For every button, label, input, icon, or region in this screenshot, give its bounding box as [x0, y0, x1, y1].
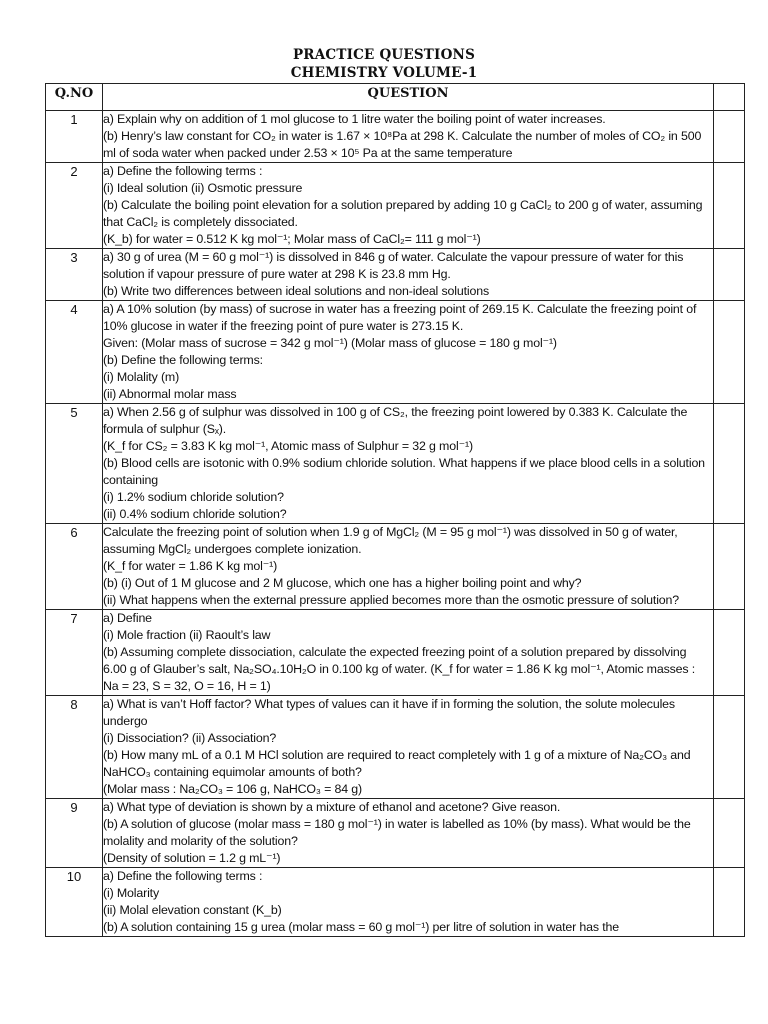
- table-row: [46, 163, 745, 249]
- question-line: (b) Henry’s law constant for CO₂ in water is 1.67 × 10⁸Pa at 298 K. Calculate the number of moles of CO₂ in 500 ml of soda water when packed under 2.53 × 10⁵ Pa at the same temperature: [103, 129, 702, 160]
- question-number: 1: [46, 111, 103, 163]
- table-row: [46, 404, 745, 524]
- marks-cell: [714, 404, 745, 524]
- question-line: (ii) 0.4% sodium chloride solution?: [103, 507, 287, 521]
- question-line: (b) A solution containing 15 g urea (molar mass = 60 g mol⁻¹) per litre of solution in water has the: [103, 920, 620, 934]
- question-line: a) 30 g of urea (M = 60 g mol⁻¹) is dissolved in 846 g of water. Calculate the vapour pressure of water for this solution if vapour pressure of pure water at 298 K is 23.8 mm Hg.: [103, 250, 684, 281]
- question-line: (i) Ideal solution (ii) Osmotic pressure: [103, 181, 303, 195]
- question-line: (b) How many mL of a 0.1 M HCl solution are required to react completely with 1 g of a mixture of Na₂CO₃ and NaHCO₃ containing equimolar amounts of both?: [103, 748, 691, 779]
- table-header-row: [46, 84, 745, 111]
- table-row: [46, 111, 745, 163]
- title-chemistry-volume: CHEMISTRY VOLUME-1: [290, 65, 478, 81]
- question-line: a) A 10% solution (by mass) of sucrose in water has a freezing point of 269.15 K. Calculate the freezing point of 10% glucose in water if the freezing point of pure water is 273.15 K.: [103, 302, 697, 333]
- marks-cell: [714, 163, 745, 249]
- question-line: (K_b) for water = 0.512 K kg mol⁻¹; Molar mass of CaCl₂= 111 g mol⁻¹): [103, 232, 481, 246]
- marks-cell: [714, 524, 745, 610]
- question-number: 9: [46, 799, 103, 868]
- table-row: [46, 524, 745, 610]
- question-line: (b) (i) Out of 1 M glucose and 2 M glucose, which one has a higher boiling point and why?: [103, 576, 582, 590]
- question-line: a) Define the following terms :: [103, 869, 263, 883]
- table-row: [46, 301, 745, 404]
- question-line: (i) Molarity: [103, 886, 160, 900]
- question-line: a) Explain why on addition of 1 mol glucose to 1 litre water the boiling point of water increases.: [103, 112, 606, 126]
- questions-table: [45, 83, 745, 937]
- table-row: [46, 868, 745, 937]
- page-header: [0, 46, 768, 82]
- question-line: (b) Calculate the boiling point elevation for a solution prepared by adding 10 g CaCl₂ to 200 g of water, assuming that CaCl₂ is completely dissociated.: [103, 198, 703, 229]
- question-number: 4: [46, 301, 103, 404]
- question-text: [103, 799, 714, 868]
- question-line: a) Define the following terms :: [103, 164, 263, 178]
- question-number: 10: [46, 868, 103, 937]
- question-line: a) What is van’t Hoff factor? What types of values can it have if in forming the solution, the solute molecules undergo: [103, 697, 675, 728]
- question-text: [103, 301, 714, 404]
- marks-cell: [714, 111, 745, 163]
- question-line: (ii) Molal elevation constant (K_b): [103, 903, 282, 917]
- question-text: [103, 868, 714, 937]
- question-line: (i) Mole fraction (ii) Raoult’s law: [103, 628, 271, 642]
- header-question: QUESTION: [103, 84, 714, 111]
- question-line: (b) Blood cells are isotonic with 0.9% sodium chloride solution. What happens if we place blood cells in a solution containing: [103, 456, 705, 487]
- question-number: 5: [46, 404, 103, 524]
- question-line: a) Define: [103, 611, 152, 625]
- question-number: 8: [46, 696, 103, 799]
- question-text: [103, 163, 714, 249]
- marks-cell: [714, 249, 745, 301]
- question-text: [103, 696, 714, 799]
- table-row: [46, 249, 745, 301]
- marks-cell: [714, 868, 745, 937]
- question-line: (i) Molality (m): [103, 370, 180, 384]
- table-row: [46, 799, 745, 868]
- question-line: (b) Write two differences between ideal solutions and non-ideal solutions: [103, 284, 490, 298]
- question-text: [103, 404, 714, 524]
- question-line: (b) A solution of glucose (molar mass = 180 g mol⁻¹) in water is labelled as 10% (by mass). What would be the molality and molarity of the solution?: [103, 817, 691, 848]
- table-row: [46, 696, 745, 799]
- question-line: (i) Dissociation? (ii) Association?: [103, 731, 277, 745]
- marks-cell: [714, 696, 745, 799]
- question-text: [103, 524, 714, 610]
- question-line: (K_f for water = 1.86 K kg mol⁻¹): [103, 559, 278, 573]
- header-blank: [714, 84, 745, 111]
- question-line: a) What type of deviation is shown by a mixture of ethanol and acetone? Give reason.: [103, 800, 561, 814]
- question-line: (ii) Abnormal molar mass: [103, 387, 237, 401]
- marks-cell: [714, 799, 745, 868]
- question-text: [103, 111, 714, 163]
- question-text: [103, 249, 714, 301]
- header-qno: Q.NO: [46, 84, 103, 111]
- question-line: a) When 2.56 g of sulphur was dissolved in 100 g of CS₂, the freezing point lowered by 0.383 K. Calculate the formula of sulphur (Sₓ).: [103, 405, 688, 436]
- question-number: 7: [46, 610, 103, 696]
- question-line: (ii) What happens when the external pressure applied becomes more than the osmotic pressure of solution?: [103, 593, 680, 607]
- marks-cell: [714, 301, 745, 404]
- question-number: 2: [46, 163, 103, 249]
- question-line: (K_f for CS₂ = 3.83 K kg mol⁻¹, Atomic mass of Sulphur = 32 g mol⁻¹): [103, 439, 473, 453]
- question-number: 6: [46, 524, 103, 610]
- table-row: [46, 610, 745, 696]
- question-line: Given: (Molar mass of sucrose = 342 g mol⁻¹) (Molar mass of glucose = 180 g mol⁻¹): [103, 336, 557, 350]
- question-line: (Molar mass : Na₂CO₃ = 106 g, NaHCO₃ = 84 g): [103, 782, 362, 796]
- title-practice-questions: PRACTICE QUESTIONS: [292, 47, 476, 63]
- question-line: (b) Assuming complete dissociation, calculate the expected freezing point of a solution prepared by dissolving 6.00 g of Glauber’s salt, Na₂SO₄.10H₂O in 0.100 kg of water. (K_f for water = 1.86 K kg mol⁻¹, Atomic masses : Na = 23, S = 32, O = 16, H = 1): [103, 645, 696, 693]
- question-number: 3: [46, 249, 103, 301]
- question-line: (Density of solution = 1.2 g mL⁻¹): [103, 851, 281, 865]
- question-line: (b) Define the following terms:: [103, 353, 263, 367]
- question-text: [103, 610, 714, 696]
- question-line: (i) 1.2% sodium chloride solution?: [103, 490, 284, 504]
- question-line: Calculate the freezing point of solution when 1.9 g of MgCl₂ (M = 95 g mol⁻¹) was dissolved in 50 g of water, assuming MgCl₂ undergoes complete ionization.: [103, 525, 678, 556]
- marks-cell: [714, 610, 745, 696]
